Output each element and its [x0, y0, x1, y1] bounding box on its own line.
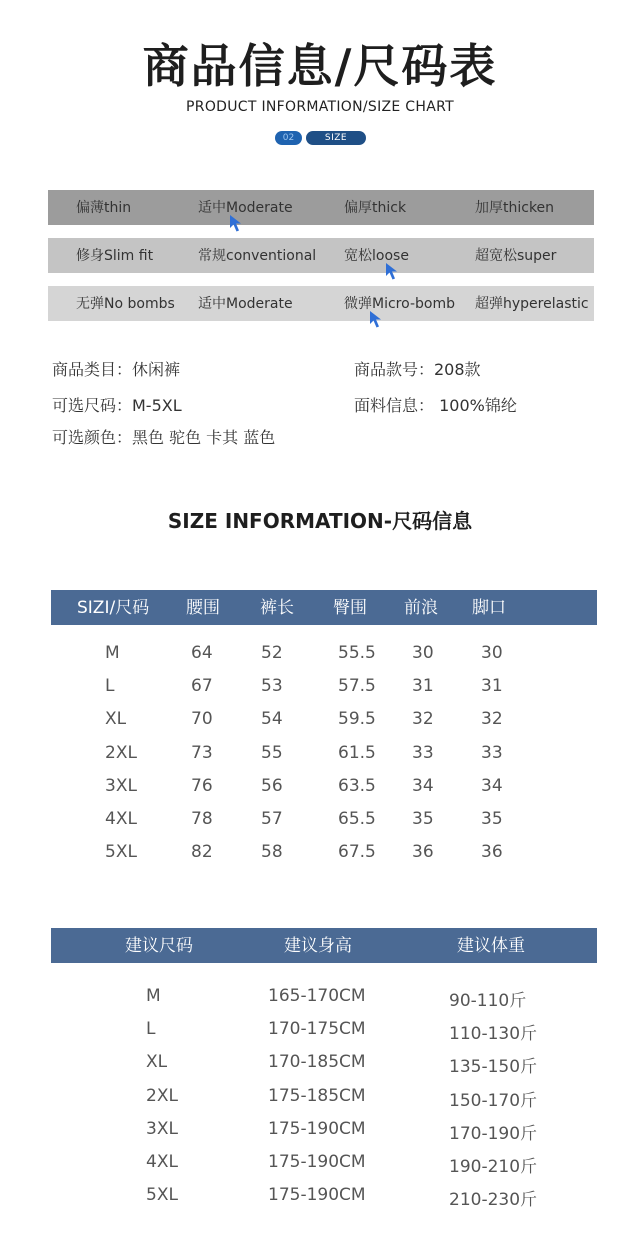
- size-section-title: SIZE INFORMATION-尺码信息: [167, 509, 473, 533]
- selection-cursor-icon: [229, 214, 244, 233]
- grade-option: 超宽松super: [475, 248, 557, 264]
- size-table-cell: M: [105, 643, 120, 663]
- selection-cursor-icon: [369, 310, 384, 329]
- size-table-cell: L: [105, 676, 115, 696]
- size-table-cell: XL: [105, 709, 127, 729]
- size-table-cell: 52: [261, 643, 283, 663]
- recommend-table-cell: 5XL: [146, 1185, 178, 1205]
- recommend-table-cell: 4XL: [146, 1152, 178, 1172]
- size-table-cell: 31: [481, 676, 503, 696]
- size-table-cell: 70: [191, 709, 213, 729]
- grade-option: 适中Moderate: [198, 200, 293, 216]
- grade-option: 适中Moderate: [198, 296, 293, 312]
- size-table-cell: 73: [191, 743, 213, 763]
- size-table-cell: 32: [412, 709, 434, 729]
- recommend-table-cell: 135-150斤: [449, 1057, 538, 1077]
- rise-col-header: 前浪: [404, 598, 438, 618]
- size-col-header: SIZI/尺码: [77, 598, 150, 618]
- recommend-table-cell: 3XL: [146, 1119, 178, 1139]
- section-number-badge: 02: [275, 131, 302, 145]
- grade-row: [48, 190, 594, 225]
- recommend-table-cell: 170-190斤: [449, 1124, 538, 1144]
- size-table-cell: 35: [481, 809, 503, 829]
- size-table-cell: 55: [261, 743, 283, 763]
- grade-option: 偏薄thin: [76, 200, 132, 216]
- size-table-cell: 78: [191, 809, 213, 829]
- size-table-cell: 58: [261, 842, 283, 862]
- recommend-table-cell: 150-170斤: [449, 1091, 538, 1111]
- size-table-cell: 59.5: [338, 709, 376, 729]
- grade-option: 偏厚thick: [344, 200, 407, 216]
- size-table-cell: 5XL: [105, 842, 137, 862]
- recommend-table-cell: 165-170CM: [268, 986, 366, 1006]
- rec-height-col-header: 建议身高: [284, 936, 352, 956]
- recommend-table-cell: 110-130斤: [449, 1024, 538, 1044]
- recommend-table-cell: 175-190CM: [268, 1152, 366, 1172]
- size-table-cell: 82: [191, 842, 213, 862]
- size-table-cell: 54: [261, 709, 283, 729]
- recommend-table-cell: 2XL: [146, 1086, 178, 1106]
- product-category: 商品类目：休闲裤: [52, 360, 181, 379]
- recommend-table-cell: 175-185CM: [268, 1086, 366, 1106]
- size-table-cell: 4XL: [105, 809, 137, 829]
- recommend-table-cell: 210-230斤: [449, 1190, 538, 1210]
- size-table-cell: 33: [412, 743, 434, 763]
- grade-option: 常规conventional: [198, 248, 317, 264]
- recommend-table-header: [51, 928, 597, 963]
- product-sizes: 可选尺码：M-5XL: [52, 396, 182, 415]
- size-table-header: [51, 590, 597, 625]
- grade-option: 无弹No bombs: [76, 296, 175, 312]
- size-table-cell: 2XL: [105, 743, 137, 763]
- recommend-table-cell: 170-185CM: [268, 1052, 366, 1072]
- size-table-cell: 31: [412, 676, 434, 696]
- recommend-table-cell: 170-175CM: [268, 1019, 366, 1039]
- grade-option: 微弹Micro-bomb: [344, 296, 455, 312]
- rec-weight-col-header: 建议体重: [457, 936, 525, 956]
- product-colors: 可选颜色：黑色 驼色 卡其 蓝色: [52, 428, 276, 447]
- waist-col-header: 腰围: [186, 598, 220, 618]
- hem-col-header: 脚口: [472, 598, 506, 618]
- length-col-header: 裤长: [260, 598, 294, 618]
- size-table-cell: 57: [261, 809, 283, 829]
- size-table-cell: 34: [481, 776, 503, 796]
- size-table-cell: 35: [412, 809, 434, 829]
- size-table-cell: 55.5: [338, 643, 376, 663]
- size-table-cell: 30: [481, 643, 503, 663]
- hip-col-header: 臀围: [333, 598, 367, 618]
- size-table-cell: 36: [412, 842, 434, 862]
- section-label-badge: SIZE: [306, 131, 366, 145]
- size-table-cell: 36: [481, 842, 503, 862]
- grade-option: 宽松loose: [344, 248, 409, 264]
- grade-option: 修身Slim fit: [76, 248, 154, 264]
- recommend-table-cell: L: [146, 1019, 156, 1039]
- rec-size-col-header: 建议尺码: [125, 936, 193, 956]
- size-table-cell: 63.5: [338, 776, 376, 796]
- size-table-cell: 67.5: [338, 842, 376, 862]
- product-fabric: 面料信息： 100%锦纶: [354, 396, 517, 415]
- recommend-table-cell: 175-190CM: [268, 1185, 366, 1205]
- size-table-cell: 61.5: [338, 743, 376, 763]
- size-table-cell: 65.5: [338, 809, 376, 829]
- recommend-table-cell: 90-110斤: [449, 991, 527, 1011]
- size-table-cell: 32: [481, 709, 503, 729]
- recommend-table-cell: M: [146, 986, 161, 1006]
- size-table-cell: 3XL: [105, 776, 137, 796]
- recommend-table-cell: 175-190CM: [268, 1119, 366, 1139]
- size-table-cell: 34: [412, 776, 434, 796]
- grade-row: [48, 286, 594, 321]
- size-table-cell: 76: [191, 776, 213, 796]
- size-table-cell: 53: [261, 676, 283, 696]
- page-title: 商品信息/尺码表: [142, 39, 498, 93]
- size-table-cell: 64: [191, 643, 213, 663]
- size-table-cell: 30: [412, 643, 434, 663]
- recommend-table-cell: XL: [146, 1052, 168, 1072]
- grade-option: 加厚thicken: [475, 200, 555, 216]
- product-model: 商品款号：208款: [354, 360, 481, 379]
- page-subtitle: PRODUCT INFORMATION/SIZE CHART: [186, 99, 454, 115]
- size-table-cell: 57.5: [338, 676, 376, 696]
- size-table-cell: 67: [191, 676, 213, 696]
- selection-cursor-icon: [385, 262, 400, 281]
- size-table-cell: 33: [481, 743, 503, 763]
- grade-option: 超弹hyperelastic: [475, 296, 589, 312]
- grade-row: [48, 238, 594, 273]
- size-table-cell: 56: [261, 776, 283, 796]
- recommend-table-cell: 190-210斤: [449, 1157, 538, 1177]
